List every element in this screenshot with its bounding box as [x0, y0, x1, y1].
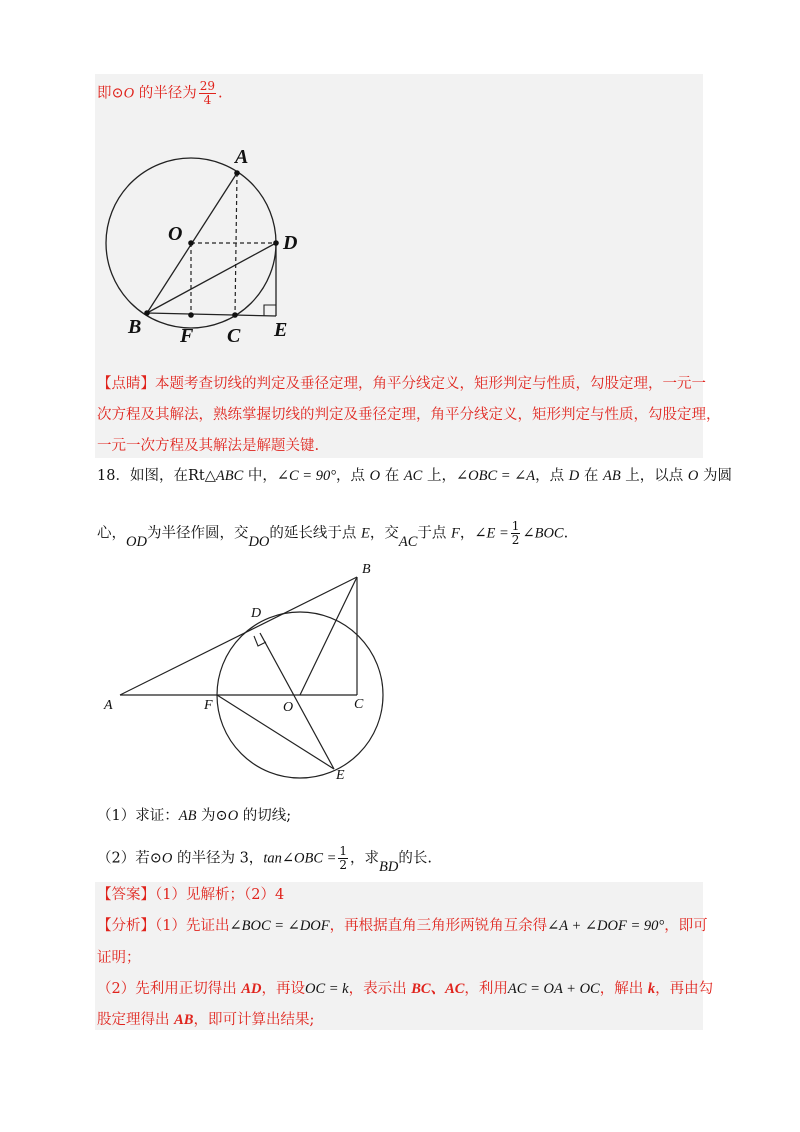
figure2-line-DE	[260, 633, 334, 769]
analysis-line-2: 证明；	[97, 950, 141, 966]
answer-label: 【答案】（1）见解析；（2）4	[97, 887, 285, 903]
figure2-label-B: B	[362, 562, 371, 577]
figure2-line-FE	[217, 695, 334, 769]
figure1-label-B: B	[128, 316, 142, 338]
dianjing-line-2: 次方程及其解法，熟练掌握切线的判定及垂径定理，角平分线定义，矩形判定与性质，勾股定理，	[97, 407, 721, 423]
dianjing-line-1: 【点睛】本题考查切线的判定及垂径定理，角平分线定义，矩形判定与性质，勾股定理，一元一	[97, 376, 706, 392]
figure1-label-O: O	[168, 223, 183, 245]
radius-fraction: $\frac{29}{4}$	[199, 79, 216, 107]
problem18-line-2: 心，OD为半径作圆，交DO的延长线于点 E，交AC于点 F，∠E = $\frac{1}{2}$ ∠BOC.	[97, 519, 569, 550]
figure2-label-F: F	[204, 698, 213, 713]
figure2-label-A: A	[104, 698, 113, 713]
dianjing-line-3: 一元一次方程及其解法是解题关键.	[97, 438, 320, 454]
figure2-line-OB	[300, 577, 357, 695]
question-1: （1）求证：AB 为⊙O 的切线;	[97, 808, 292, 824]
figure1-label-F: F	[180, 325, 194, 347]
figure1-label-A: A	[235, 146, 249, 168]
question-2: （2）若⊙O 的半径为 3，tan∠OBC = $\frac{1}{2}$ ，求BD的长.	[97, 844, 432, 875]
figure2-label-O: O	[283, 700, 294, 715]
figure1-label-D: D	[283, 232, 298, 254]
figure1-label-E: E	[274, 319, 288, 341]
figure2-label-E: E	[336, 768, 345, 783]
figure2-label-C: C	[354, 697, 364, 712]
figure2-line-AB	[120, 577, 357, 695]
figure2-label-D: D	[251, 606, 262, 621]
problem18-line-1: 18．如图，在Rt△ABC 中，∠C = 90°，点 O 在 AC 上，∠OBC = ∠A，点 D 在 AB 上，以点 O 为圆	[97, 468, 733, 484]
radius-conclusion: 即⊙O 的半径为 $\frac{29}{4}$ .	[97, 79, 223, 107]
analysis-line-3: （2）先利用正切得出 AD，再设OC = k，表示出 BC、AC，利用AC = OA + OC，解出 k，再由勾	[97, 981, 714, 997]
analysis-line-4: 股定理得出 AB，即可计算出结果;	[97, 1012, 315, 1028]
problem18-fraction: $\frac{1}{2}$	[511, 519, 520, 547]
figure1-label-C: C	[227, 325, 241, 347]
question2-fraction: $\frac{1}{2}$	[339, 844, 348, 872]
analysis-line-1: 【分析】（1）先证出∠BOC = ∠DOF，再根据直角三角形两锐角互余得∠A + ∠DOF = 90°，即可	[97, 918, 708, 934]
